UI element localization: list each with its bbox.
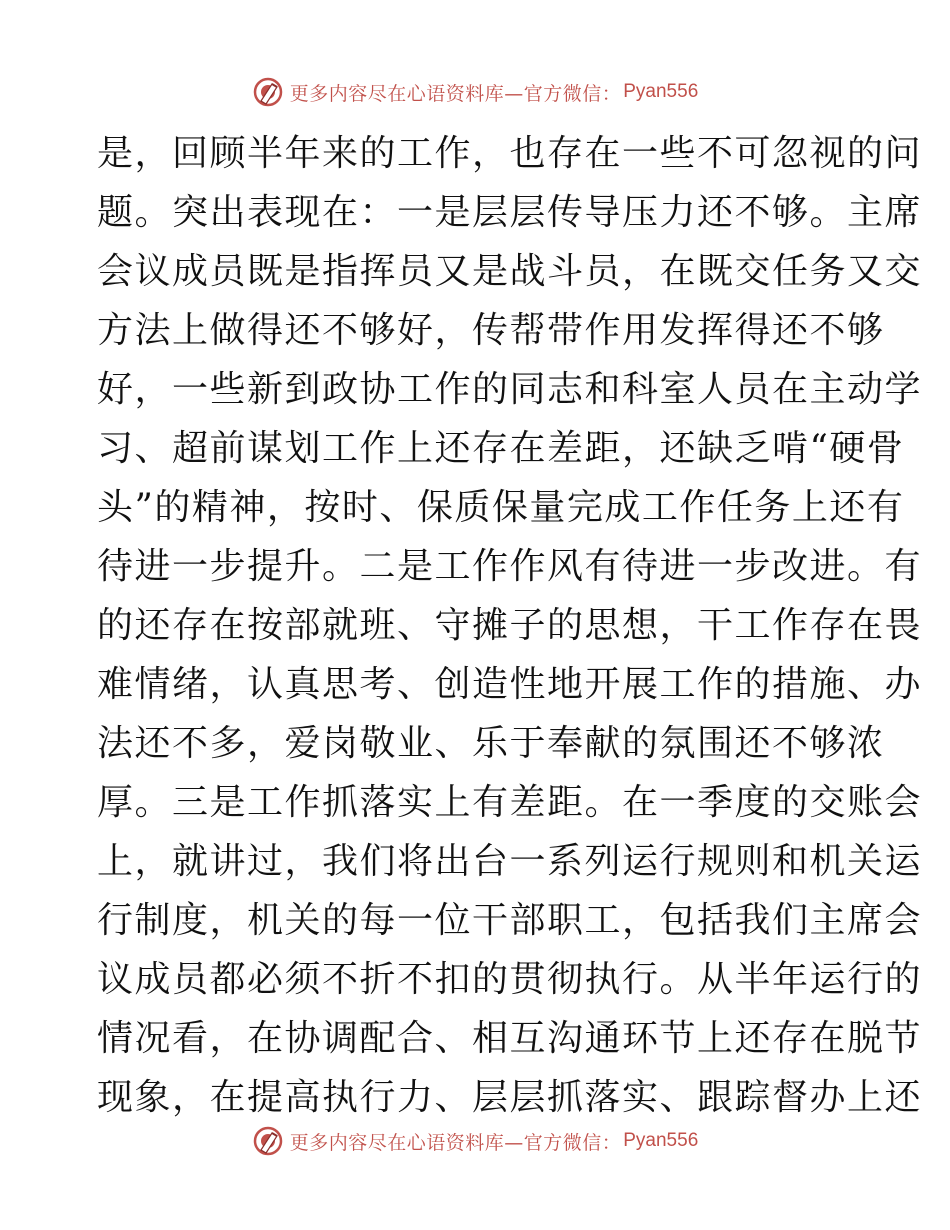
body-line: 议成员都必须不折不扣的贯彻执行。从半年运行的 [97, 959, 923, 1000]
body-line: 待进一步提升。二是工作作风有待进一步改进。有 [97, 546, 923, 587]
footer-banner-account: Pyan556 [623, 1130, 699, 1151]
body-line: 好，一些新到政协工作的同志和科室人员在主动学 [97, 369, 923, 410]
body-line: 上，就讲过，我们将出台一系列运行规则和机关运 [97, 841, 923, 882]
body-line: 是，回顾半年来的工作，也存在一些不可忽视的问 [97, 133, 923, 174]
header-banner-account: Pyan556 [623, 81, 699, 102]
document-body [97, 124, 923, 1127]
footer-banner [0, 1121, 950, 1161]
body-line: 行制度，机关的每一位干部职工，包括我们主席会 [97, 900, 923, 941]
body-line: 厚。三是工作抓落实上有差距。在一季度的交账会 [97, 782, 923, 823]
body-line: 难情绪，认真思考、创造性地开展工作的措施、办 [97, 664, 923, 705]
header-banner [0, 72, 950, 112]
body-line: 方法上做得还不够好，传帮带作用发挥得还不够 [97, 310, 885, 351]
body-line: 现象，在提高执行力、层层抓落实、跟踪督办上还 [97, 1077, 923, 1118]
body-line: 的还存在按部就班、守摊子的思想，干工作存在畏 [97, 605, 923, 646]
body-line: 头”的精神，按时、保质保量完成工作任务上还有 [97, 487, 905, 528]
footer-banner-text: 更多内容尽在心语资料库—官方微信： [289, 1131, 622, 1154]
header-banner-text: 更多内容尽在心语资料库—官方微信： [289, 82, 622, 105]
body-line: 题。突出表现在：一是层层传导压力还不够。主席 [97, 192, 923, 233]
pen-logo-icon [252, 1125, 284, 1157]
body-line: 会议成员既是指挥员又是战斗员，在既交任务又交 [97, 251, 923, 292]
body-line: 习、超前谋划工作上还存在差距，还缺乏啃“硬骨 [97, 428, 905, 469]
body-line: 法还不多，爱岗敬业、乐于奉献的氛围还不够浓 [97, 723, 885, 764]
pen-logo-icon [252, 76, 284, 108]
body-line: 情况看，在协调配合、相互沟通环节上还存在脱节 [97, 1018, 923, 1059]
